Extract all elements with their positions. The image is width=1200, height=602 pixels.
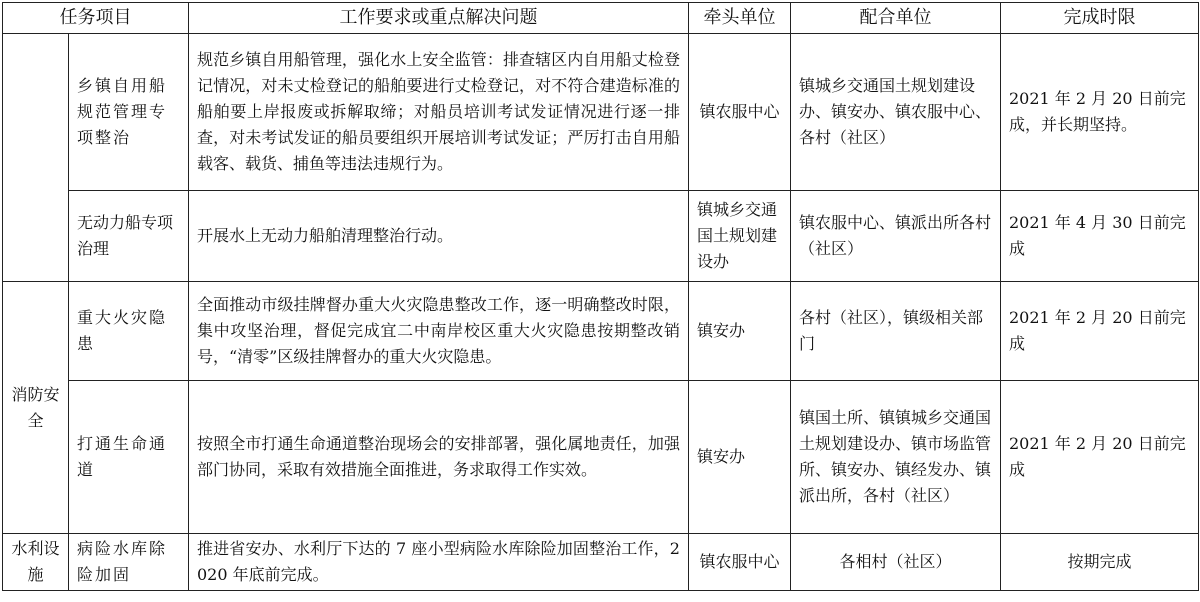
deadline-cell: 2021 年 2 月 20 日前完成	[1001, 282, 1199, 381]
requirement-cell: 全面推动市级挂牌督办重大火灾隐患整改工作，逐一明确整改时限，集中攻坚治理，督促完成宜二中南岸校区重大火灾隐患按期整改销号，“清零”区级挂牌督办的重大火灾隐患。	[189, 282, 689, 381]
table-row	[3, 191, 1199, 282]
lead-unit-cell: 镇城乡交通国土规划建设办	[689, 191, 791, 282]
task-item-cell: 重大火灾隐患	[69, 282, 189, 381]
deadline-cell: 2021 年 4 月 30 日前完成	[1001, 191, 1199, 282]
header-lead-unit: 牵头单位	[689, 3, 791, 34]
category-cell: 水利设施	[3, 534, 69, 591]
lead-unit-cell: 镇安办	[689, 381, 791, 534]
task-table	[2, 2, 1199, 591]
requirement-cell: 按照全市打通生命通道整治现场会的安排部署，强化属地责任，加强部门协同，采取有效措施全面推进，务求取得工作实效。	[189, 381, 689, 534]
table-row	[3, 282, 1199, 381]
header-deadline: 完成时限	[1001, 3, 1199, 34]
requirement-cell: 规范乡镇自用船管理，强化水上安全监管：排查辖区内自用船丈检登记情况，对未丈检登记的船舶要进行丈检登记，对不符合建造标准的船舶要上岸报废或拆解取缔；对船员培训考试发证情况进行逐一排查，对未考试发证的船员要组织开展培训考试发证；严厉打击自用船载客、载货、捕鱼等违法违规行为。	[189, 34, 689, 191]
task-item-cell: 无动力船专项治理	[69, 191, 189, 282]
lead-unit-cell: 镇农服中心	[689, 534, 791, 591]
task-item-cell: 乡镇自用船规范管理专项整治	[69, 34, 189, 191]
table-row	[3, 34, 1199, 191]
cooperating-units-cell: 镇农服中心、镇派出所各村（社区）	[791, 191, 1001, 282]
category-cell: 消防安全	[3, 282, 69, 534]
table-row	[3, 534, 1199, 591]
lead-unit-cell: 镇安办	[689, 282, 791, 381]
deadline-cell: 按期完成	[1001, 534, 1199, 591]
header-requirements: 工作要求或重点解决问题	[189, 3, 689, 34]
deadline-cell: 2021 年 2 月 20 日前完成	[1001, 381, 1199, 534]
header-cooperating-units: 配合单位	[791, 3, 1001, 34]
deadline-cell: 2021 年 2 月 20 日前完成，并长期坚持。	[1001, 34, 1199, 191]
header-row	[3, 3, 1199, 34]
lead-unit-cell: 镇农服中心	[689, 34, 791, 191]
requirement-cell: 开展水上无动力船舶清理整治行动。	[189, 191, 689, 282]
task-item-cell: 病险水库除险加固	[69, 534, 189, 591]
cooperating-units-cell: 各相村（社区）	[791, 534, 1001, 591]
header-task-item: 任务项目	[3, 3, 189, 34]
cooperating-units-cell: 各村（社区），镇级相关部门	[791, 282, 1001, 381]
task-item-cell: 打通生命通道	[69, 381, 189, 534]
cooperating-units-cell: 镇城乡交通国土规划建设办、镇安办、镇农服中心、各村（社区）	[791, 34, 1001, 191]
requirement-cell: 推进省安办、水利厅下达的 7 座小型病险水库除险加固整治工作，2020 年底前完成。	[189, 534, 689, 591]
category-cell	[3, 34, 69, 282]
table-row	[3, 381, 1199, 534]
cooperating-units-cell: 镇国土所、镇镇城乡交通国土规划建设办、镇市场监管所、镇安办、镇经发办、镇派出所，各村（社区）	[791, 381, 1001, 534]
